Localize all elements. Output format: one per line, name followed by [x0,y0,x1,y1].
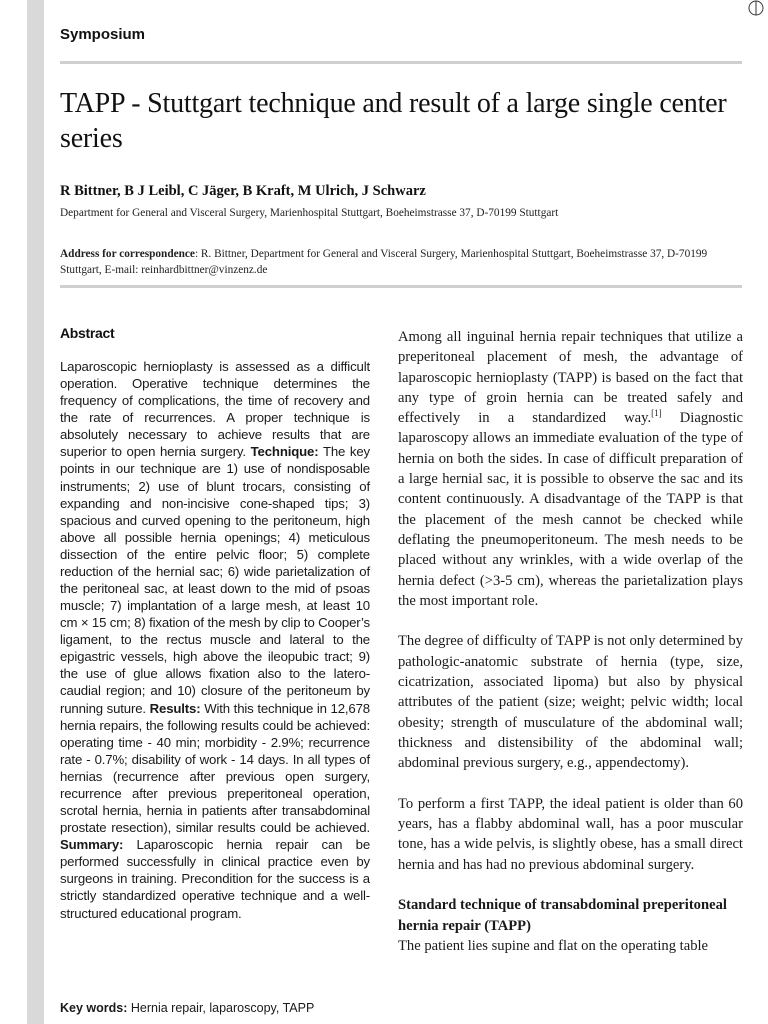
header-bottom-rule [60,285,742,288]
body-paragraph-1-text: Among all inguinal hernia repair techniques that utilize a preperitoneal placement of mesh, the advantage of laparoscopic hernioplasty (TAPP) is based on the fact that any type of groin hernia can be treated safely and effectively in a standardized way. [398,329,743,427]
open-access-icon [748,0,764,16]
citation-ref[interactable]: [1] [651,408,662,419]
results-label: Results: [149,700,201,716]
summary-text: Laparoscopic hernia repair can be performed successfully in clinical practice even by surgeons in training. Precondition for the success is a strictly standardized operative technique and a well-structured educational program. [60,837,370,921]
keywords-label: Key words: [60,1001,128,1015]
body-column [398,327,743,956]
correspondence-address [60,247,720,278]
abstract-intro: Laparoscopic hernioplasty is assessed as a difficult operation. Operative technique determines the frequency of complications, the time of recovery and the rate of recurrences. A proper technique is absolutely necessary to achieve results that are superior to open hernia surgery. [60,359,370,460]
body-paragraph-2: The degree of difficulty of TAPP is not only determined by pathologic-anatomic substrate of hernia (type, size, cicatrization, associated lipoma) but also by physical attributes of the patient (size; weight; pelvic width; local obesity; strength of musculature of the abdominal wall; thickness and distensibility of the abdominal wall; abdominal previous surgery, e.g., appendectomy). [398,633,743,772]
body-paragraph-3: To perform a first TAPP, the ideal patient is older than 60 years, has a flabby abdominal wall, has a poor muscular tone, has a wide pelvis, is slightly obese, has a small direct hernia and has had no previous abdominal surgery. [398,795,743,873]
author-list: R Bittner, B J Leibl, C Jäger, B Kraft, M Ulrich, J Schwarz [60,183,426,199]
body-paragraph-4: The patient lies supine and flat on the operating table [398,937,709,954]
body-paragraph-1-cont: Diagnostic laparoscopy allows an immediate evaluation of the type of hernia on both the sides. In case of difficult preparation of a large hernial sac, it is possible to observe the sac and its content continuously. A disadvantage of the TAPP is that the placement of the mesh cannot be checked while deflating the pneumoperitoneum. The mesh needs to be placed without any wrinkles, with a wide overlap of the hernia defect (>3-5 cm), whereas the parietalization plays the most important role. [398,410,743,609]
results-text: With this technique in 12,678 hernia repairs, the following results could be achieved: operating time - 40 min; morbidity - 2.9%; recurrence rate - 0.7%; disability of work - 14 days. In all types of hernias (recurrence after previous open surgery, recurrence after previous preperitoneal operation, scrotal hernia, hernia in patients after transabdominal prostate resection), similar results could be achieved. [60,700,370,836]
article-title: TAPP - Stuttgart technique and result of a large single center series [60,88,727,154]
abstract-heading: Abstract [60,325,115,341]
technique-text: The key points in our technique are 1) use of nondisposable instruments; 2) use of blunt trocars, consisting of expanding and non-incisive cone-shaped tips; 3) spacious and curved opening to the peritoneum, high above all possible hernia openings; 4) meticulous dissection of the entire pelvic floor; 5) complete reduction of the hernial sac; 6) wide parietalization of the peritoneal sac, at least down to the mid of psoas muscle; 7) implantation of a large mesh, at least 10 cm × 15 cm; 8) fixation of the mesh by clip to Cooper’s ligament, to the rectus muscle and lateral to the epigastric vessels, high above the ileopubic tract; 9) the use of glue allows fixation also to the latero-caudial region; and 10) closure of the peritoneum by running suture. [60,444,370,716]
section-heading: Standard technique of transabdominal preperitoneal hernia repair (TAPP) [398,897,727,934]
left-margin-bar [27,0,44,1024]
header-rule [60,61,742,64]
section-label: Symposium [60,26,146,43]
keywords-text: Hernia repair, laparoscopy, TAPP [127,1001,315,1015]
summary-label: Summary: [60,837,124,853]
correspondence-text: : R. Bittner, Department for General and Visceral Surgery, Marienhospital Stuttgart, Boeheimstrasse 37, D-70199 Stuttgart, E-mail: reinhardbittner@vinzenz.de [60,248,708,276]
keywords [60,1001,314,1015]
technique-label: Technique: [250,444,319,460]
correspondence-label: Address for correspondence [60,248,195,260]
affiliation: Department for General and Visceral Surgery, Marienhospital Stuttgart, Boeheimstrasse 37, D-70199 Stuttgart [60,207,559,219]
body-paragraph-1 [398,327,743,611]
abstract-text [60,358,370,922]
